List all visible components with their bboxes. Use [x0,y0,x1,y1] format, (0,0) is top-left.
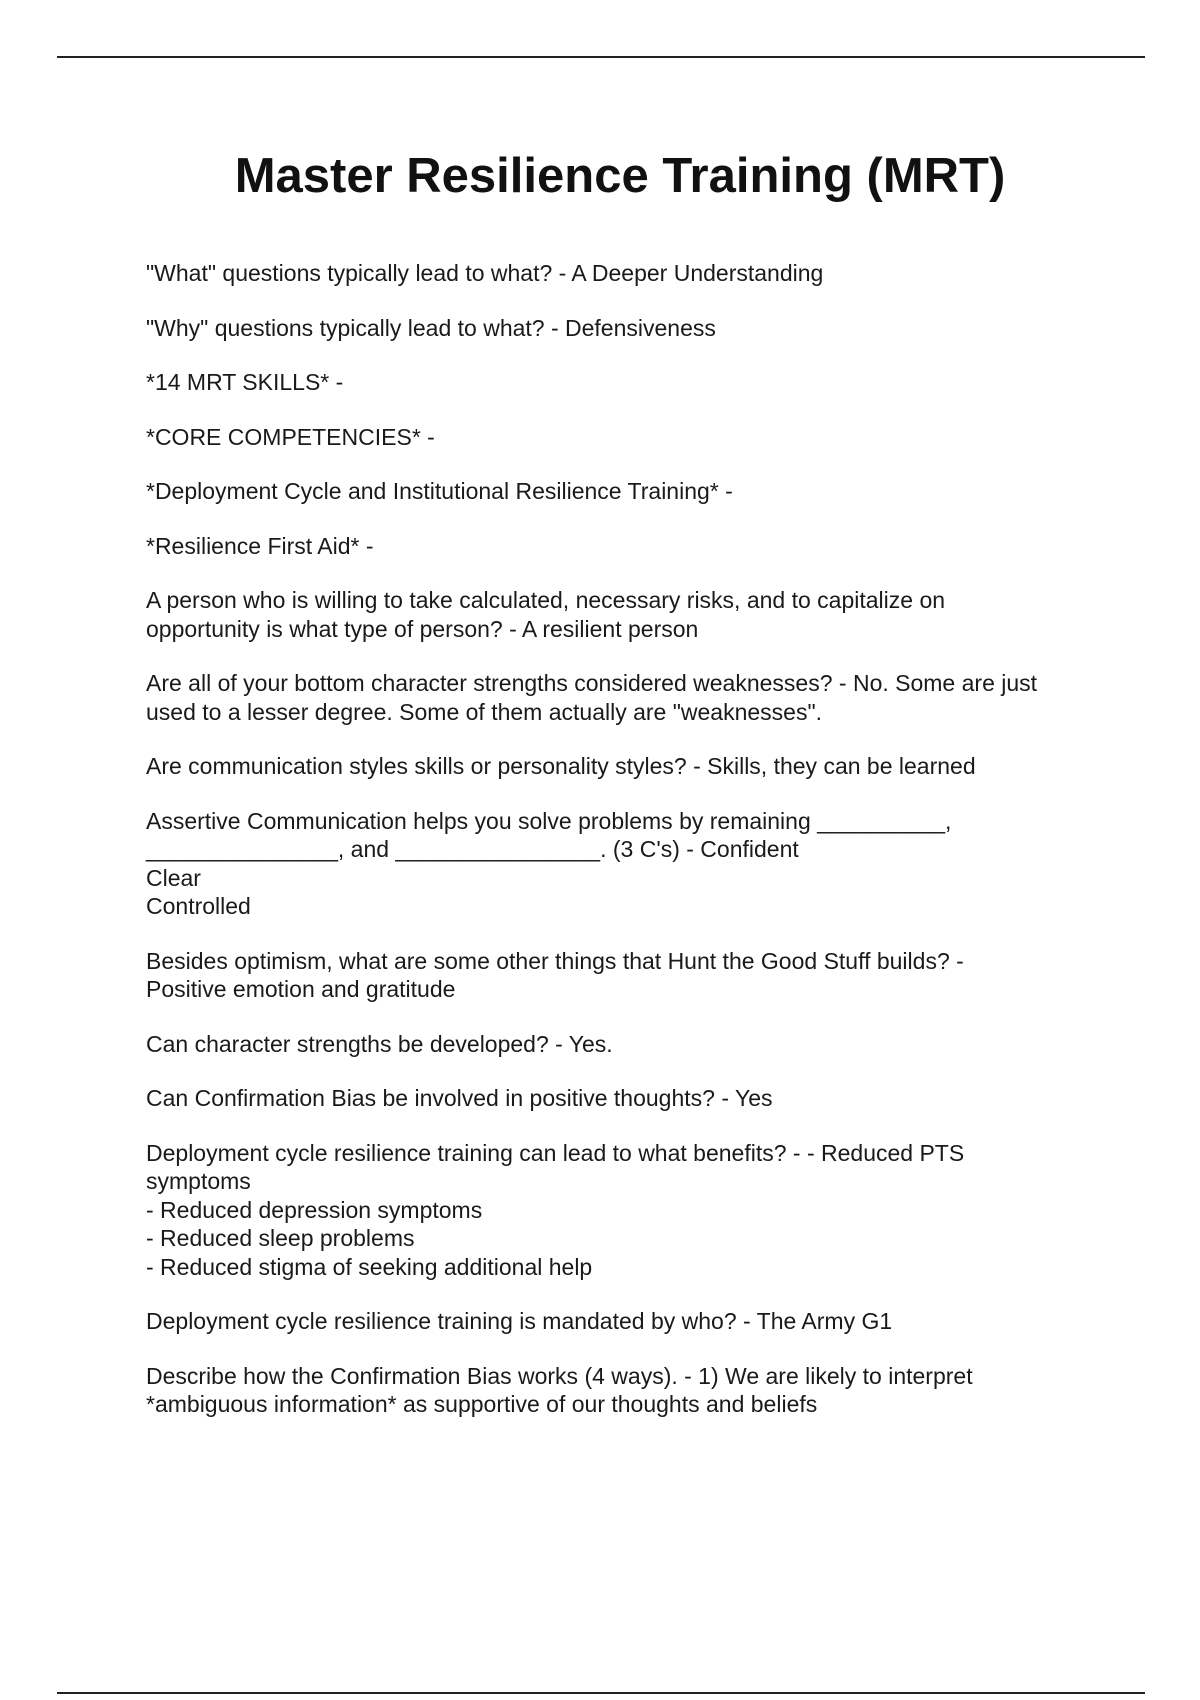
top-rule [57,56,1145,58]
qa-entry: Deployment cycle resilience training is mandated by who? - The Army G1 [146,1308,893,1334]
document-body [146,259,1106,1445]
qa-entry: Can character strengths be developed? - Yes. [146,1030,613,1057]
page-title: Master Resilience Training (MRT) [234,149,1006,203]
qa-entry: Describe how the Confirmation Bias works (4 ways). - 1) We are likely to interpret *ambiguous information* as supportive of our thoughts and beliefs [146,1362,973,1417]
qa-entry: Are all of your bottom character strengths considered weaknesses? - No. Some are just used to a lesser degree. Some of them actually are "weaknesses". [146,670,1038,725]
qa-entry: *Resilience First Aid* - [146,532,374,559]
qa-entry: Deployment cycle resilience training can lead to what benefits? - - Reduced PTS symptoms - Reduced depression symptoms - Reduced sleep problems - Reduced stigma of seeking additional help [146,1139,965,1280]
qa-entry: Are communication styles skills or personality styles? - Skills, they can be learned [146,753,976,779]
qa-entry: Can Confirmation Bias be involved in positive thoughts? - Yes [146,1085,773,1111]
qa-entry: "What" questions typically lead to what? - A Deeper Understanding [146,260,824,286]
qa-entry: *CORE COMPETENCIES* - [146,423,435,450]
qa-entry: Besides optimism, what are some other things that Hunt the Good Stuff builds? - Positive emotion and gratitude [146,947,964,1002]
qa-entry: *Deployment Cycle and Institutional Resilience Training* - [146,478,733,504]
qa-entry: A person who is willing to take calculated, necessary risks, and to capitalize on opportunity is what type of person? - A resilient person [146,587,946,642]
qa-entry: "Why" questions typically lead to what? - Defensiveness [146,314,716,341]
qa-entry: *14 MRT SKILLS* - [146,369,344,395]
qa-entry: Assertive Communication helps you solve problems by remaining __________, _______________, and ________________. (3 C's) - Confident Clear Controlled [146,807,952,919]
bottom-rule [57,1692,1145,1694]
